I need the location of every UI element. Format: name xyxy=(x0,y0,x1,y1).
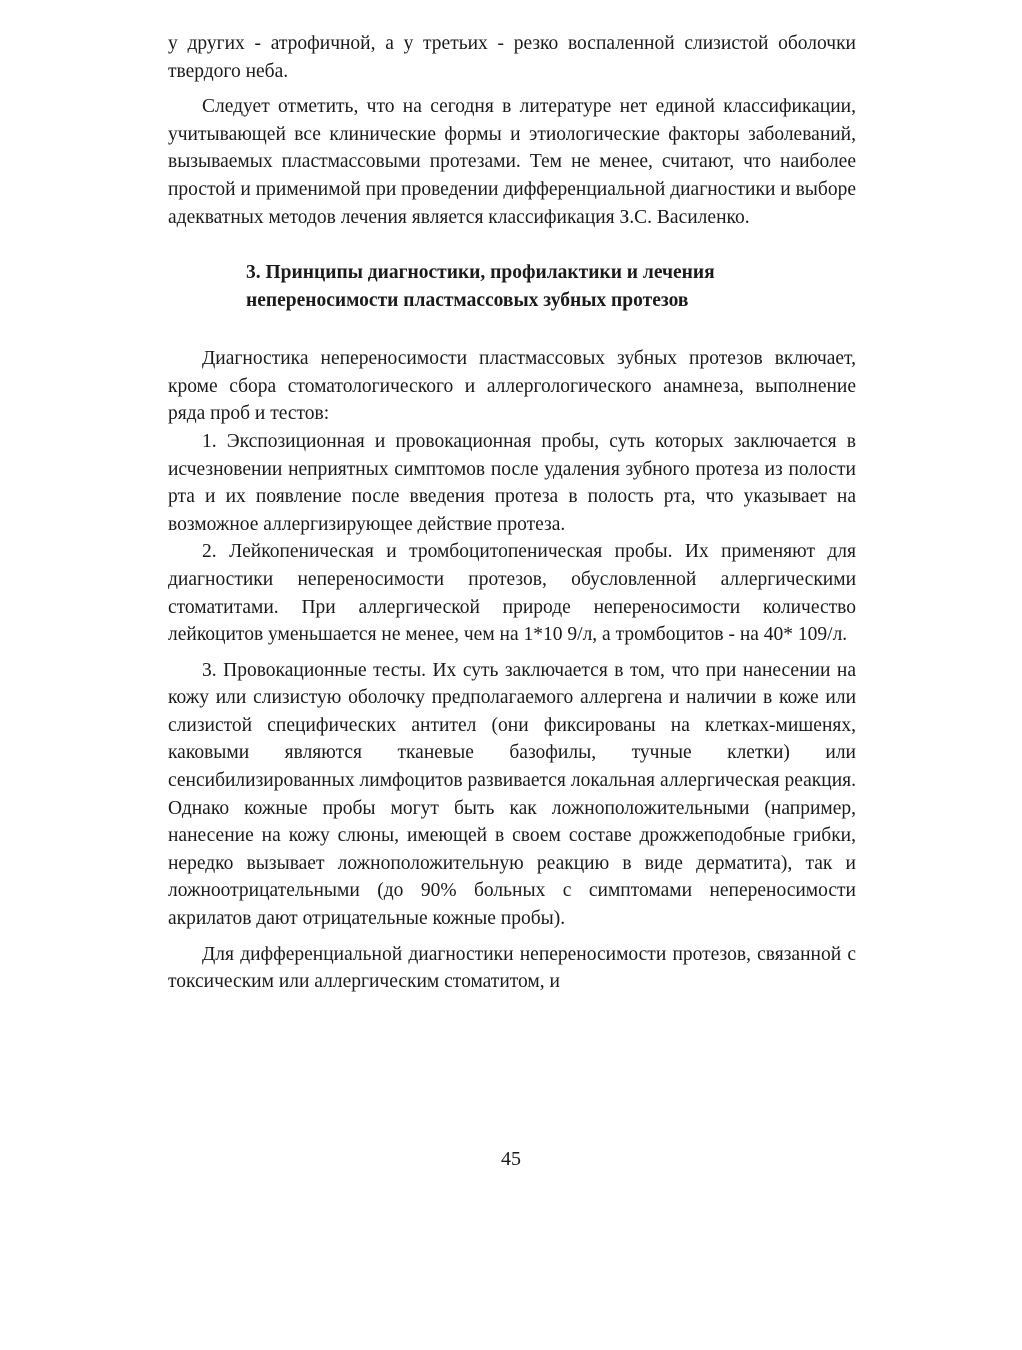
paragraph-diagnostics-intro: Диагностика непереносимости пластмассовых зубных протезов включает, кроме сбора стоматологического и аллергологического анамнеза, выполнение ряда проб и тестов: xyxy=(168,348,856,425)
section-heading xyxy=(168,259,856,315)
paragraph-classification: Следует отметить, что на сегодня в литературе нет единой классификации, учитывающей все клинические формы и этиологические факторы заболеваний, вызываемых пластмассовыми протезами. Тем не менее, считают, что наиболее простой и применимой при проведении дифференциальной диагностики и выборе адекватных методов лечения является классификация З.С. Василенко. xyxy=(168,96,856,228)
paragraph-item-2: 2. Лейкопеническая и тромбоцитопеническая пробы. Их применяют для диагностики непереносимости протезов, обусловленной аллергическими стоматитами. При аллергической природе непереносимости количество лейкоцитов уменьшается не менее, чем на 1*10 9/л, а тромбоцитов - на 40* 109/л. xyxy=(168,541,856,646)
paragraph-continuation: у других - атрофичной, а у третьих - резко воспаленной слизистой оболочки твердого неба. xyxy=(168,33,856,82)
section-heading-line-2: непереносимости пластмассовых зубных протезов xyxy=(246,290,689,312)
page-number: 45 xyxy=(501,1148,521,1170)
document-page xyxy=(168,30,856,996)
paragraph-item-3: 3. Провокационные тесты. Их суть заключается в том, что при нанесении на кожу или слизистую оболочку предполагаемого аллергена и наличии в коже или слизистой специфических антител (они фиксированы на клетках-мишенях, каковыми являются тканевые базофилы, тучные клетки) или сенсибилизированных лимфоцитов развивается локальная аллергическая реакция. Однако кожные пробы могут быть как ложноположительными (например, нанесение на кожу слюны, имеющей в своем составе дрожжеподобные грибки, нередко вызывает ложноположительную реакцию в виде дерматита), так и ложноотрицательными (до 90% больных с симптомами непереносимости акрилатов дают отрицательные кожные пробы). xyxy=(168,659,856,930)
paragraph-differential: Для дифференциальной диагностики непереносимости протезов, связанной с токсическим или аллергическим стоматитом, и xyxy=(168,943,856,993)
paragraph-item-1: 1. Экспозиционная и провокационная пробы, суть которых заключается в исчезновении неприятных симптомов после удаления зубного протеза из полости рта и их появление после введения протеза в полость рта, что указывает на возможное аллергизирующее действие протеза. xyxy=(168,430,856,535)
section-heading-line-1: 3. Принципы диагностики, профилактики и лечения xyxy=(246,262,715,284)
